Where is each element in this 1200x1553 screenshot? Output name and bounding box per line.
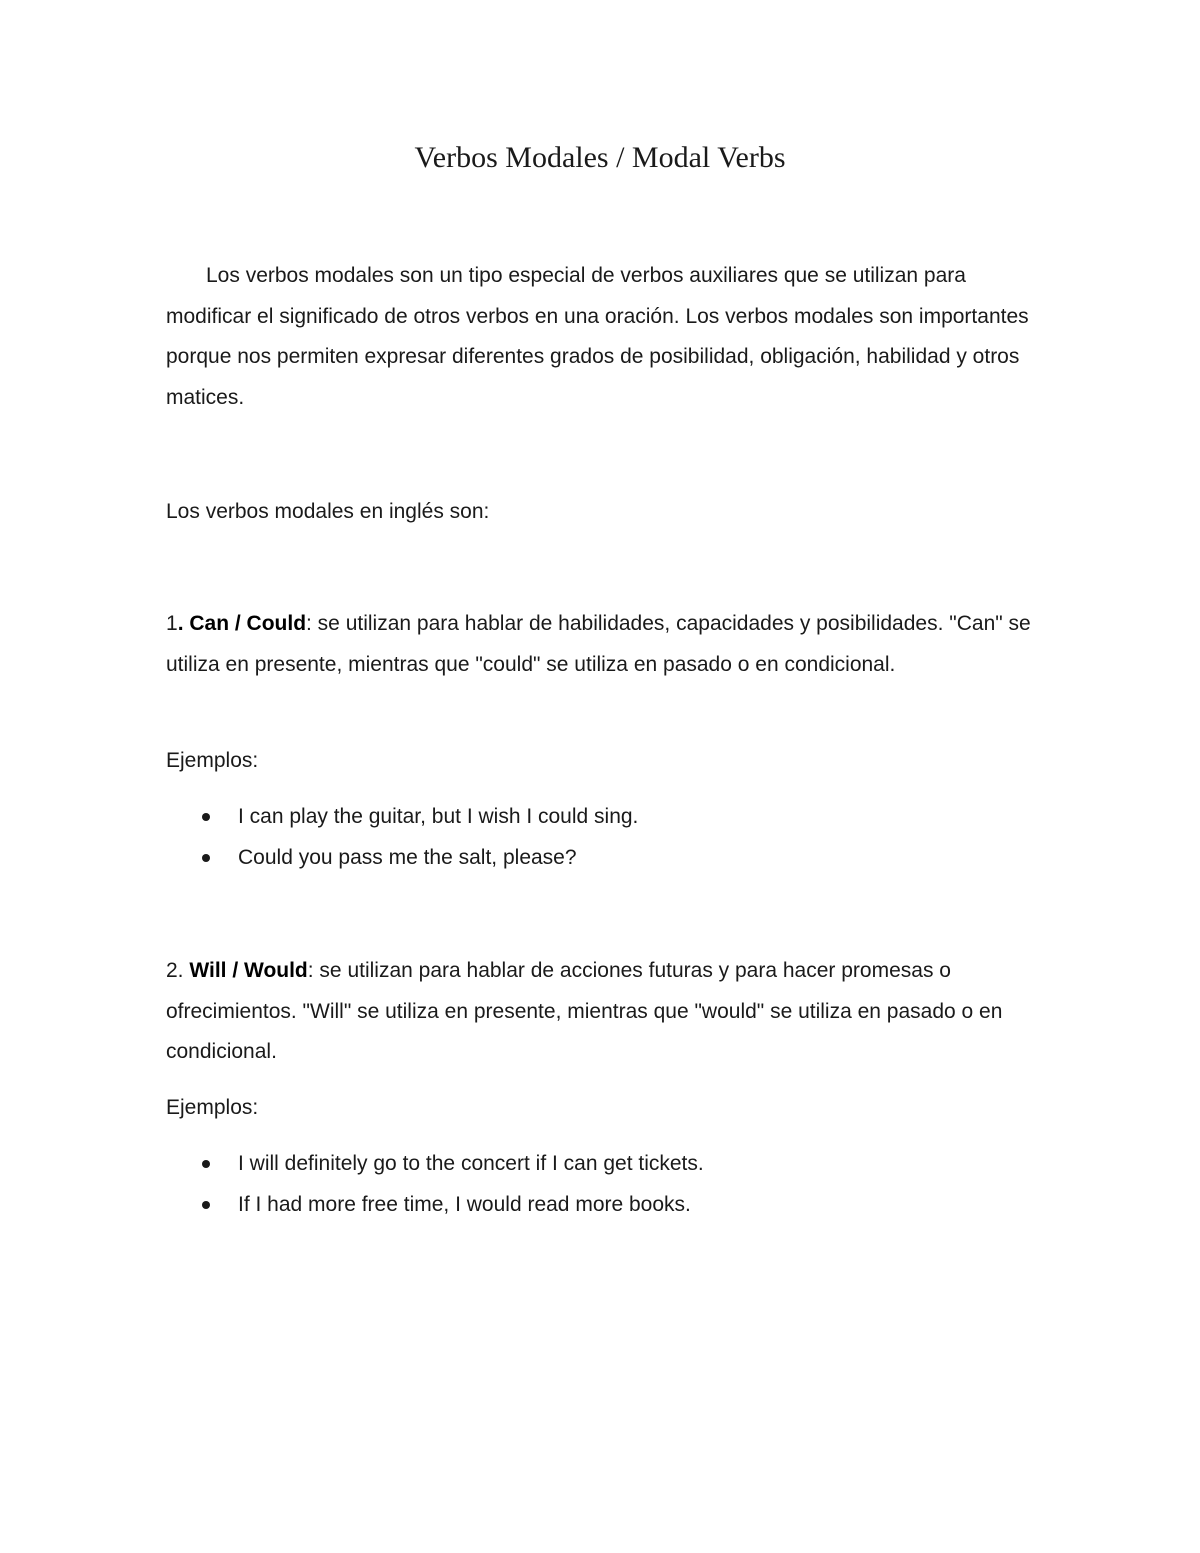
section-term: . Can / Could bbox=[177, 612, 307, 635]
section-number: 1 bbox=[166, 612, 178, 635]
section-description: : se utilizan para hablar de habilidades, capacidades y posibilidades. "Can" se utiliza en presente, mientras que "could" se utiliza en pasado o en condicional. bbox=[166, 612, 1031, 676]
intro-text: Los verbos modales son un tipo especial de verbos auxiliares que se utilizan para modificar el significado de otros verbos en una oración. Los verbos modales son importantes porque nos permiten expresar diferentes grados de posibilidad, obligación, habilidad y otros matices. bbox=[166, 264, 1029, 409]
document-title: Verbos Modales / Modal Verbs bbox=[414, 141, 786, 174]
examples-list bbox=[166, 797, 1046, 878]
section-number: 2. bbox=[166, 959, 190, 982]
example-text: I can play the guitar, but I wish I could sing. bbox=[238, 805, 639, 828]
bullet-icon bbox=[202, 1160, 210, 1168]
examples-label: Ejemplos: bbox=[166, 749, 259, 772]
intro-paragraph bbox=[166, 256, 1046, 418]
list-item bbox=[166, 797, 1046, 838]
section-description: : se utilizan para hablar de acciones futuras y para hacer promesas o ofrecimientos. "Will" se utiliza en presente, mientras que "would" se utiliza en pasado o en condicional. bbox=[166, 959, 1003, 1063]
example-text: Could you pass me the salt, please? bbox=[238, 845, 577, 869]
example-text: I will definitely go to the concert if I can get tickets. bbox=[238, 1152, 704, 1175]
section-will-would bbox=[166, 951, 1046, 1073]
bullet-icon bbox=[202, 813, 210, 821]
example-text: If I had more free time, I would read more books. bbox=[238, 1192, 691, 1216]
section-can-could bbox=[166, 604, 1046, 685]
examples-label: Ejemplos: bbox=[166, 1096, 259, 1119]
list-intro-paragraph: Los verbos modales en inglés son: bbox=[166, 500, 490, 523]
bullet-icon bbox=[202, 854, 210, 862]
bullet-icon bbox=[202, 1201, 210, 1209]
list-item bbox=[166, 838, 1046, 879]
list-item bbox=[166, 1185, 1046, 1226]
examples-list bbox=[166, 1144, 1046, 1225]
section-term: Will / Would bbox=[189, 959, 308, 982]
list-item bbox=[166, 1144, 1046, 1185]
